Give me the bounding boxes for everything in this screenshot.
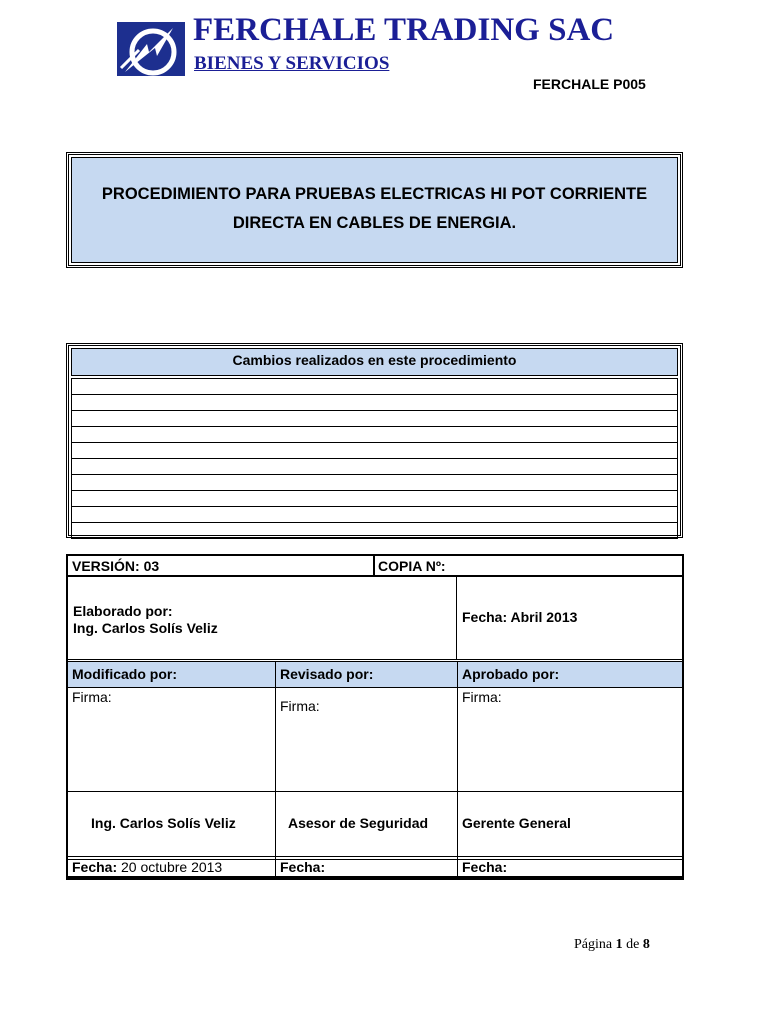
roles-header-row bbox=[68, 662, 682, 688]
table-row bbox=[72, 378, 677, 395]
elaborado-name: Ing. Carlos Solís Veliz bbox=[73, 620, 218, 636]
firma-modificado: Firma: bbox=[72, 689, 112, 705]
title-line-1: PROCEDIMIENTO PARA PRUEBAS ELECTRICAS HI POT CORRIENTE bbox=[101, 185, 648, 203]
company-subtitle: BIENES Y SERVICIOS bbox=[194, 53, 390, 74]
table-row bbox=[72, 507, 677, 523]
copia-label: COPIA Nº: bbox=[378, 558, 446, 574]
table-row bbox=[72, 475, 677, 491]
fecha-modificado bbox=[72, 859, 222, 875]
document-code: FERCHALE P005 bbox=[533, 76, 646, 92]
elaborado-row bbox=[68, 577, 682, 662]
table-row bbox=[72, 395, 677, 411]
table-row bbox=[72, 443, 677, 459]
name-modificado: Ing. Carlos Solís Veliz bbox=[91, 815, 236, 831]
firma-revisado: Firma: bbox=[280, 698, 320, 714]
fecha-aprobado-label: Fecha: bbox=[462, 859, 508, 875]
title-box bbox=[66, 152, 683, 268]
table-row bbox=[72, 459, 677, 475]
lightning-logo-icon bbox=[117, 22, 185, 76]
company-logo bbox=[117, 22, 185, 76]
signoff-table bbox=[66, 554, 684, 880]
name-revisado: Asesor de Seguridad bbox=[288, 815, 429, 831]
title-line-2: DIRECTA EN CABLES DE ENERGIA. bbox=[232, 214, 517, 232]
revisado-header: Revisado por: bbox=[280, 666, 374, 682]
aprobado-header: Aprobado por: bbox=[462, 666, 560, 682]
firma-aprobado: Firma: bbox=[462, 689, 502, 705]
page-total: 8 bbox=[642, 937, 650, 952]
page-label: Página bbox=[574, 937, 613, 952]
elaborado-cell bbox=[73, 603, 218, 637]
page-de: de bbox=[626, 937, 640, 952]
fecha-modificado-label: Fecha: bbox=[72, 859, 118, 875]
fecha-revisado-label: Fecha: bbox=[280, 859, 326, 875]
table-row bbox=[72, 427, 677, 443]
changes-table bbox=[66, 343, 683, 538]
elaborado-label: Elaborado por: bbox=[73, 603, 173, 619]
name-aprobado: Gerente General bbox=[462, 815, 571, 831]
changes-table-heading: Cambios realizados en este procedimiento bbox=[71, 348, 678, 376]
fecha-aprobado bbox=[462, 859, 507, 875]
fecha-modificado-value: 20 octubre 2013 bbox=[121, 859, 223, 875]
version-label: VERSIÓN: 03 bbox=[72, 558, 160, 574]
table-row bbox=[72, 523, 677, 539]
page-current: 1 bbox=[615, 937, 623, 952]
version-row bbox=[68, 556, 682, 577]
table-row bbox=[72, 411, 677, 427]
fecha-revisado bbox=[280, 859, 325, 875]
changes-rows bbox=[71, 378, 678, 539]
fecha-elaborado: Fecha: Abril 2013 bbox=[462, 609, 578, 625]
table-row bbox=[72, 491, 677, 507]
modificado-header: Modificado por: bbox=[72, 666, 177, 682]
company-name: FERCHALE TRADING SAC bbox=[193, 12, 615, 48]
page-number bbox=[574, 937, 650, 953]
